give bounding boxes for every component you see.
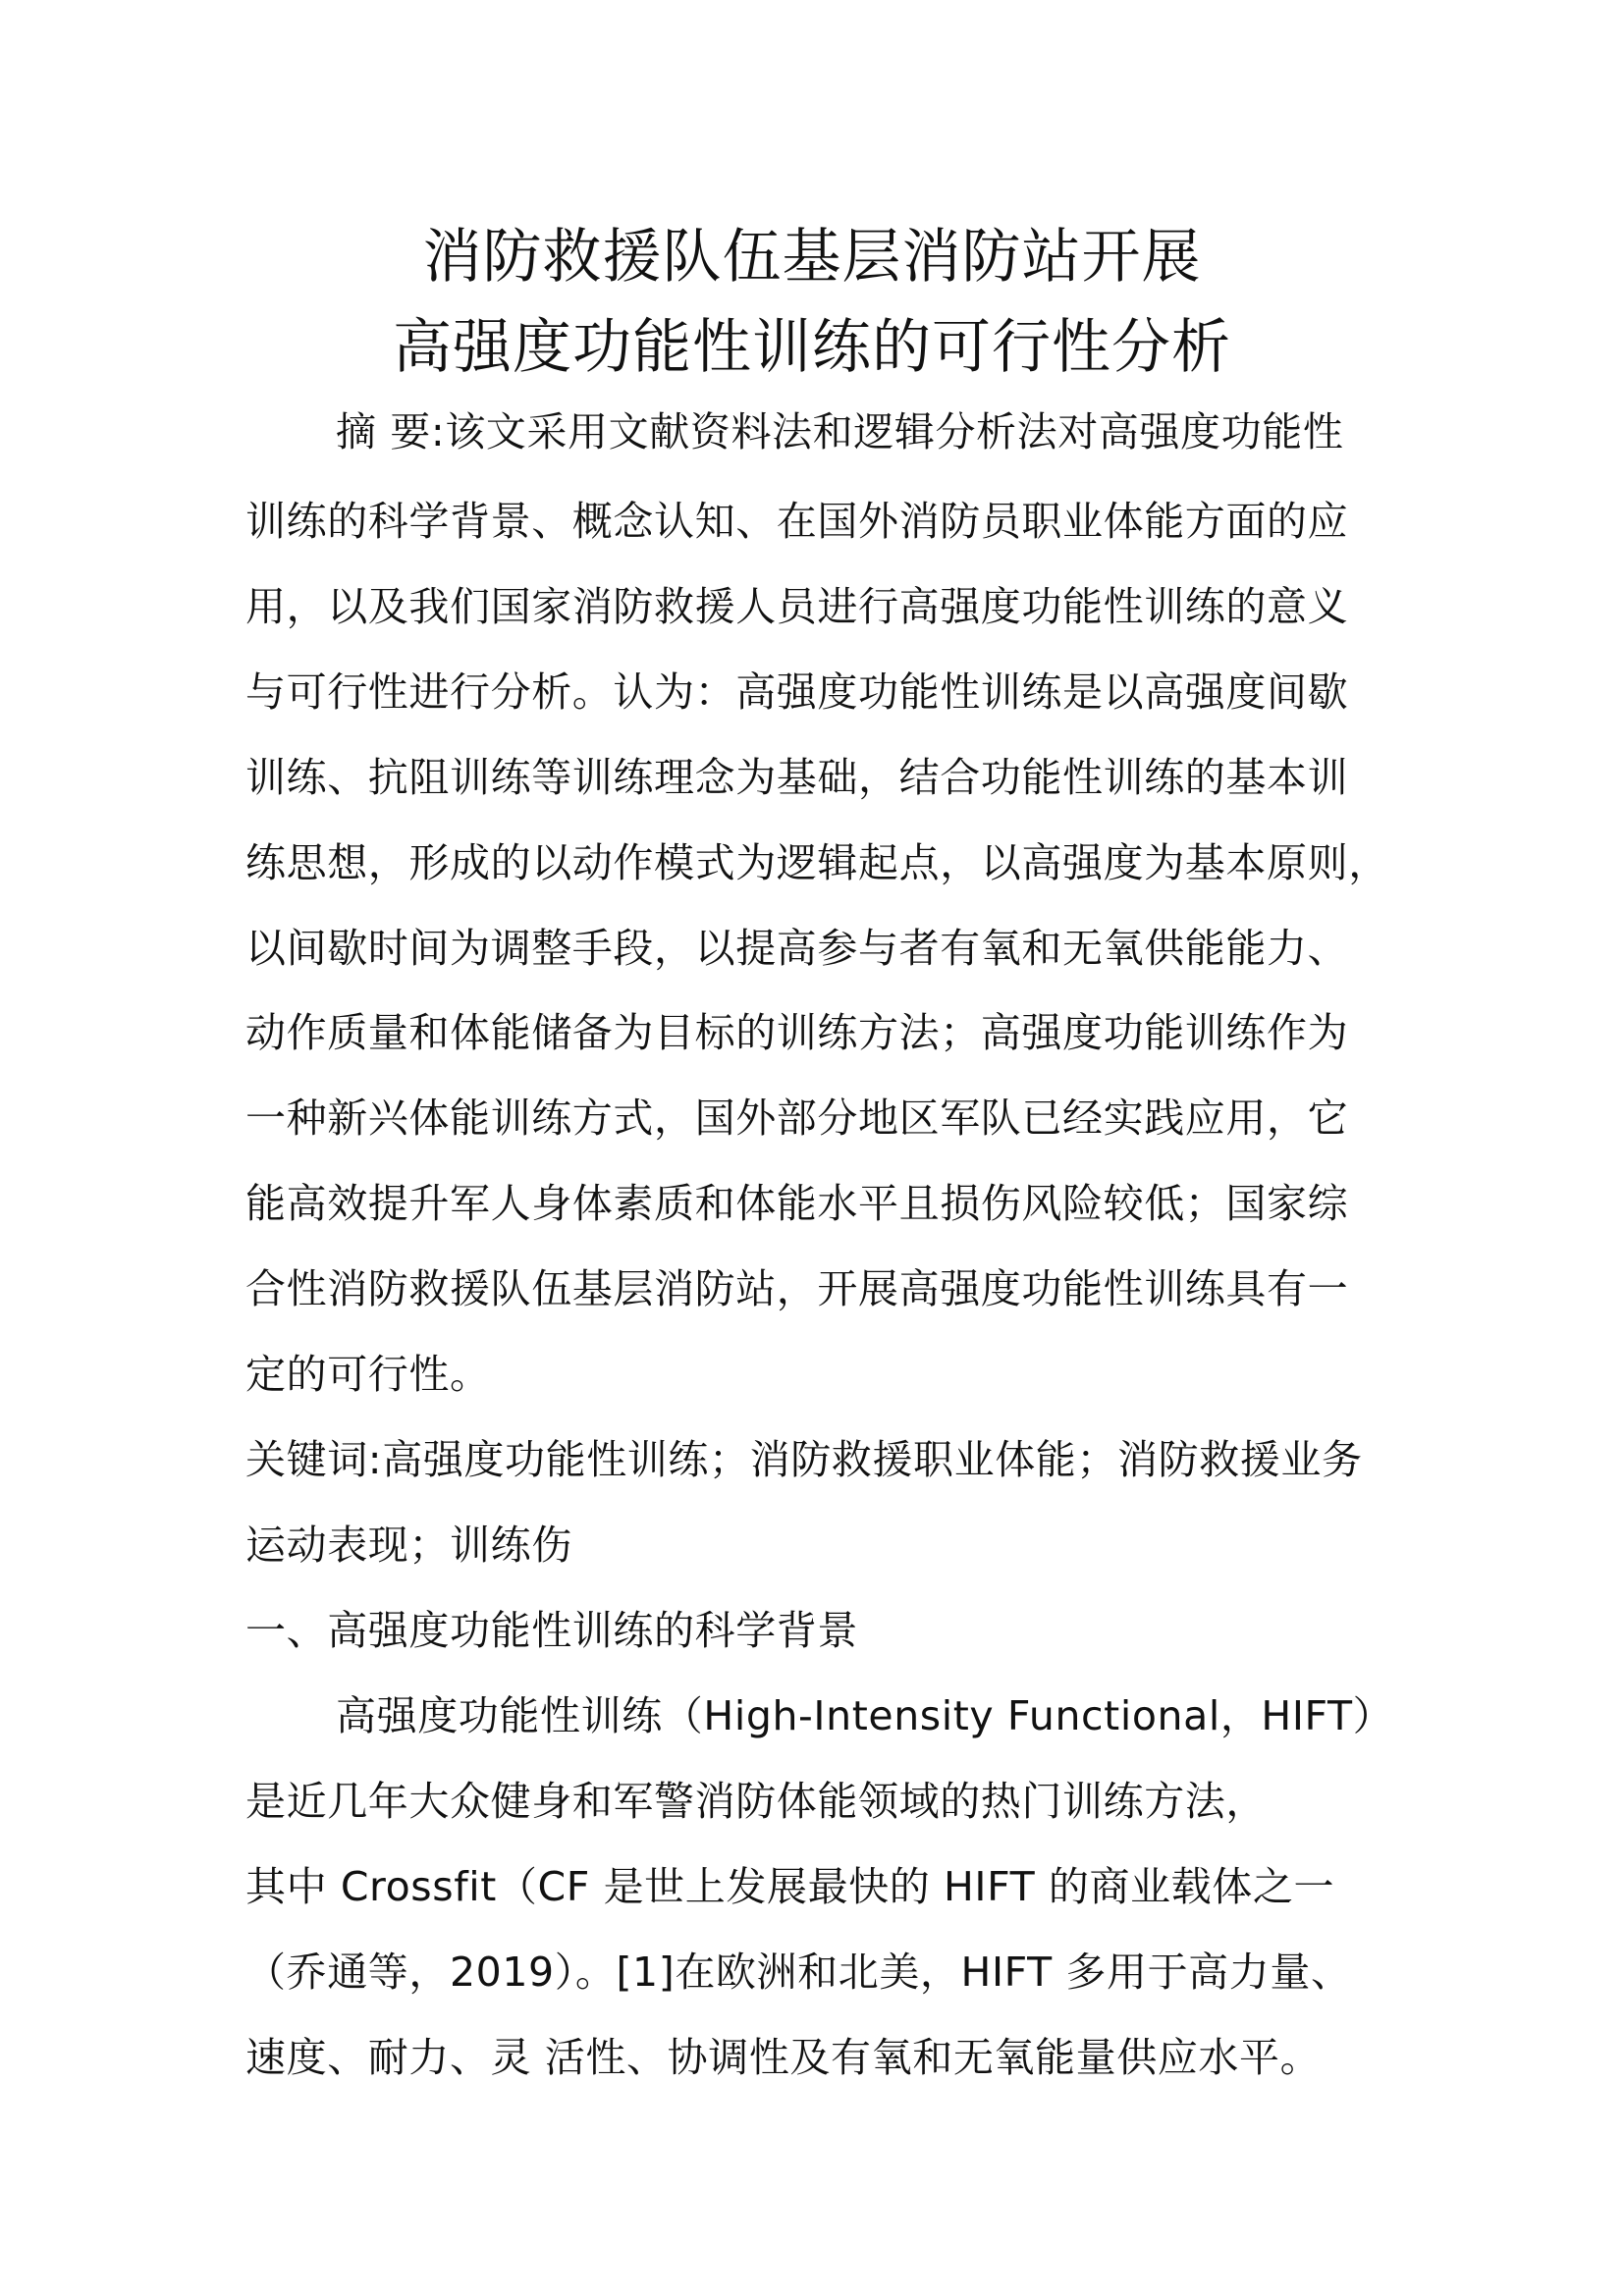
section-heading: 一、高强度功能性训练的科学背景 (245, 1607, 858, 1654)
abstract-line-7: 以间歇时间为调整手段，以提高参与者有氧和无氧供能能力、 (245, 925, 1349, 972)
body-line-2: 是近几年大众健身和军警消防体能领域的热门训练方法， (245, 1778, 1267, 1825)
keywords-line-2: 运动表现；训练伤 (245, 1522, 572, 1569)
abstract-line-2: 训练的科学背景、概念认知、在国外消防员职业体能方面的应 (245, 498, 1349, 545)
abstract-line-9: 一种新兴体能训练方式，国外部分地区军队已经实践应用，它 (245, 1095, 1349, 1142)
title-line-2: 高强度功能性训练的可行性分析 (393, 313, 1231, 382)
abstract-line-12: 定的可行性。 (245, 1351, 491, 1398)
abstract-line-5: 训练、抗阻训练等训练理念为基础，结合功能性训练的基本训 (245, 754, 1349, 801)
abstract-line-11: 合性消防救援队伍基层消防站，开展高强度功能性训练具有一 (245, 1265, 1349, 1312)
abstract-line-6: 练思想，形成的以动作模式为逻辑起点，以高强度为基本原则， (245, 839, 1389, 886)
abstract-line-1: 摘 要:该文采用文献资料法和逻辑分析法对高强度功能性 (336, 408, 1344, 455)
abstract-line-3: 用，以及我们国家消防救援人员进行高强度功能性训练的意义 (245, 583, 1349, 630)
body-line-3: 其中 Crossfit（CF 是世上发展最快的 HIFT 的商业载体之一 (245, 1863, 1335, 1910)
body-line-4: （乔通等，2019）。[1]在欧洲和北美，HIFT 多用于高力量、 (245, 1949, 1352, 1996)
title-line-1: 消防救援队伍基层消防站开展 (422, 223, 1202, 292)
body-line-5: 速度、耐力、灵 活性、协调性及有氧和无氧能量供应水平。 (245, 2034, 1322, 2081)
abstract-line-4: 与可行性进行分析。认为：高强度功能性训练是以高强度间歇 (245, 668, 1349, 716)
abstract-line-8: 动作质量和体能储备为目标的训练方法；高强度功能训练作为 (245, 1009, 1349, 1056)
keywords-line-1: 关键词:高强度功能性训练；消防救援职业体能；消防救援业务 (245, 1436, 1363, 1483)
body-line-1: 高强度功能性训练（High-Intensity Functional，HIFT） (336, 1692, 1394, 1739)
abstract-line-10: 能高效提升军人身体素质和体能水平且损伤风险较低；国家综 (245, 1180, 1349, 1227)
